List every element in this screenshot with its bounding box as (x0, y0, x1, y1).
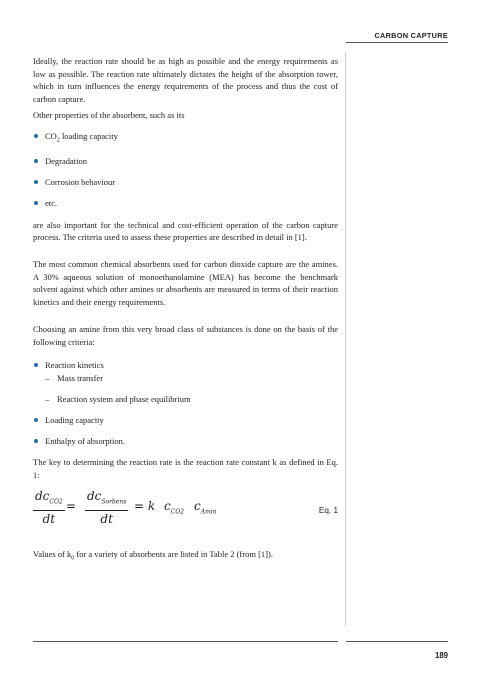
sub-list-item: – Mass transfer (45, 372, 104, 383)
running-header-title: CARBON CAPTURE (374, 31, 448, 40)
rate-constant-term: = k (134, 498, 156, 513)
list-item: Corrosion behaviour (33, 176, 338, 189)
margin-column-rule (345, 52, 346, 626)
paragraph-5: Choosing an amine from this very broad class of substances is done on the basis of the following criteria: (33, 323, 338, 347)
equals-sign: = (66, 498, 77, 513)
list-item: Loading capacity (33, 414, 338, 427)
paragraph-3: are also important for the technical and cost-efficient operation of the carbon capture process. The criteria used to assess these properties are described in detail in [1]. (33, 219, 338, 243)
fraction-dc-sorbens-dt: $dc_{Sorbens}$ dt (87, 488, 127, 526)
bullet-icon (34, 363, 38, 367)
criteria-list (33, 359, 338, 448)
fraction-dc-co2-dt: $dc_{CO2}$ dt (35, 488, 63, 526)
main-text-column (33, 55, 338, 565)
header-rule (346, 42, 448, 43)
list-item: Reaction kinetics – Mass transfer – Reaction system and phase equilibrium (33, 359, 338, 406)
paragraph-1: Ideally, the reaction rate should be as high as possible and the energy requirements as low as possible. The reaction rate ultimately dictates the height of the absorption tower, which in turn influences the energy requirements of the process and thus the cost of carbon capture. (33, 56, 338, 105)
concentration-co2: $c_{CO2}$ (164, 498, 185, 516)
bullet-icon (34, 201, 38, 205)
list-item: $CO_2$ loading capacity (33, 130, 338, 147)
bullet-icon (34, 159, 38, 163)
bullet-icon (34, 134, 38, 138)
footer-rule-margin (346, 641, 448, 642)
page-number: 189 (434, 651, 448, 660)
paragraph-6: The key to determining the reaction rate is the reaction rate constant k as defined in Eq. 1: (33, 457, 338, 480)
equation-label: Eq. 1 (318, 505, 338, 515)
bullet-icon (34, 439, 38, 443)
footer-rule (33, 641, 338, 642)
list-item: Enthalpy of absorption. (33, 435, 338, 448)
bullet-icon (34, 418, 38, 422)
paragraph-4: The most common chemical absorbents used for carbon dioxide capture are the amines. A 30% aqueous solution of monoethanolamine (MEA) has become the benchmark solvent against which other amines or absorbents are measured in terms of their reaction kinetics and their energy requirements. (33, 258, 338, 308)
concentration-amine: $c_{Amin}$ (194, 498, 217, 516)
equation-1 (33, 490, 338, 534)
sub-list-item: – Reaction system and phase equilibrium (45, 394, 191, 404)
paragraph-2: Other properties of the absorbent, such as its (33, 109, 185, 120)
sub-list (45, 372, 338, 406)
properties-list (33, 130, 338, 211)
bullet-icon (34, 180, 38, 184)
list-item: etc. (33, 197, 338, 210)
list-item: Degradation (33, 155, 338, 168)
paragraph-7: Values of $k_0$ for a variety of absorbents are listed in Table 2 (from [1]). (33, 548, 273, 562)
